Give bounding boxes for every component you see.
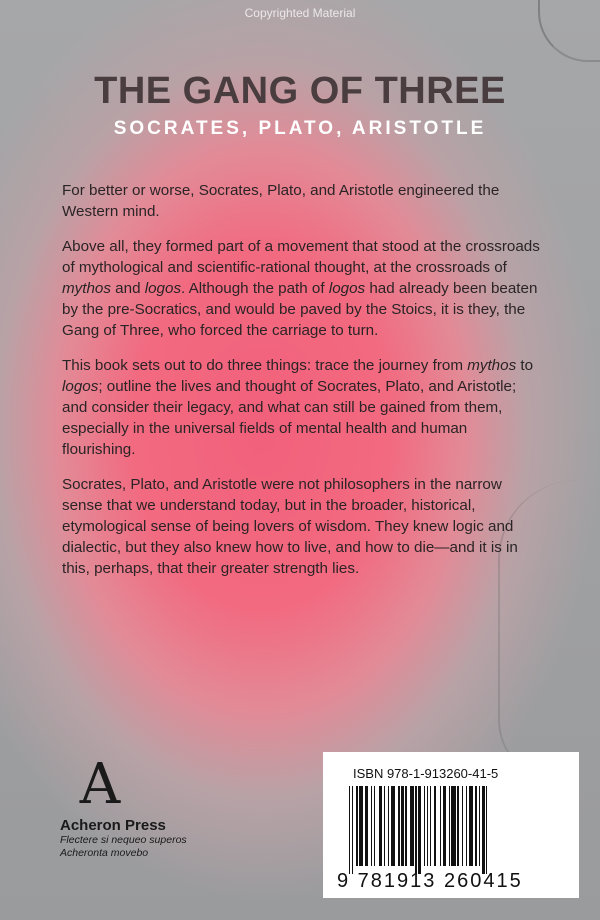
copyright-watermark: Copyrighted Material bbox=[244, 6, 356, 20]
barcode-bars bbox=[349, 786, 563, 868]
isbn-barcode bbox=[323, 752, 579, 898]
blurb bbox=[62, 180, 542, 593]
publisher-logo bbox=[60, 752, 200, 860]
barcode-digits: 9 781913 260415 bbox=[337, 870, 523, 892]
blurb-paragraph-4: Socrates, Plato, and Aristotle were not philosophers in the narrow sense that we understand today, but in the broader, historical, etymological sense of being lovers of wisdom. They knew logic and dialectic, but they also knew how to live, and how to die—and it is in this, perhaps, that their greater strength lies. bbox=[62, 476, 518, 577]
publisher-name: Acheron Press bbox=[60, 817, 166, 834]
blurb-paragraph-2: Above all, they formed part of a movement that stood at the crossroads of mythological and scientific-rational thought, at the crossroads of mythos and logos. Although the path of logos had already been beaten by the pre-Socratics, and would be paved by the Stoics, it is they, the Gang of Three, who forced the carriage to turn. bbox=[62, 238, 540, 339]
publisher-motto-line-2: Acheronta movebo bbox=[60, 847, 149, 859]
book-title: THE GANG OF THREE bbox=[94, 70, 506, 112]
blurb-paragraph-1: For better or worse, Socrates, Plato, and Aristotle engineered the Western mind. bbox=[62, 182, 500, 220]
publisher-logo-mark: A bbox=[79, 752, 121, 817]
barcode-bar bbox=[487, 786, 488, 866]
book-subtitle: SOCRATES, PLATO, ARISTOTLE bbox=[113, 118, 487, 139]
blurb-paragraph-3: This book sets out to do three things: trace the journey from mythos to logos; outline the lives and thought of Socrates, Plato, and Aristotle; and consider their legacy, and what can still be gained from them, especially in the universal fields of mental health and human flourishing. bbox=[62, 357, 534, 458]
publisher-motto-line-1: Flectere si nequeo superos bbox=[60, 834, 187, 846]
isbn-label: ISBN 978-1-913260-41-5 bbox=[353, 766, 499, 781]
